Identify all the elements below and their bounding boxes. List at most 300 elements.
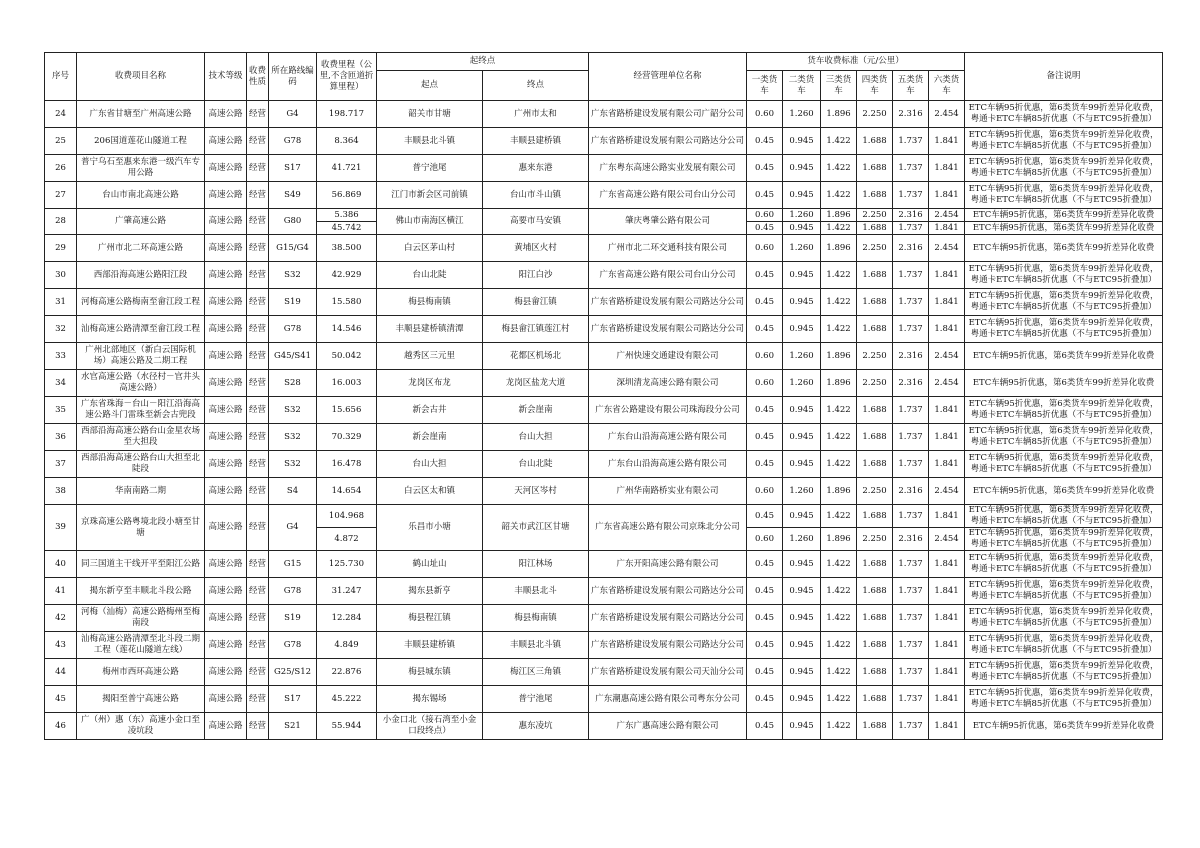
row-rate-class-5: 2.316 (893, 478, 929, 505)
row-mileage: 15.580 (317, 289, 377, 316)
table-row (45, 235, 1163, 262)
row-rate-class-5: 2.316 (893, 235, 929, 262)
row-route: G78 (269, 578, 317, 605)
row-rate-class-6: 2.454 (929, 528, 965, 551)
row-rate-class-1: 0.45 (747, 551, 783, 578)
row-rate-class-6: 1.841 (929, 128, 965, 155)
row-start: 普宁池尾 (377, 155, 483, 182)
row-rate-class-6: 1.841 (929, 632, 965, 659)
row-start: 白云区茅山村 (377, 235, 483, 262)
row-remark: ETC车辆95折优惠，第6类货车99折差异化收费，粤通卡ETC车辆85折优惠（不与ETC95折叠加） (965, 632, 1163, 659)
row-start: 梅县城东镇 (377, 659, 483, 686)
row-rate-class-5: 2.316 (893, 370, 929, 397)
row-rate-class-4: 2.250 (857, 209, 893, 222)
row-grade: 高速公路 (205, 155, 247, 182)
row-rate-class-1: 0.45 (747, 632, 783, 659)
row-nature: 经营 (247, 659, 269, 686)
row-rate-class-2: 1.260 (783, 101, 821, 128)
row-end: 天河区岑村 (483, 478, 589, 505)
row-seq: 25 (45, 128, 77, 155)
row-end: 新会崖南 (483, 397, 589, 424)
row-rate-class-5: 1.737 (893, 451, 929, 478)
row-project-name: 河梅高速公路梅南至畲江段工程 (77, 289, 205, 316)
row-nature: 经营 (247, 343, 269, 370)
row-rate-class-6: 1.841 (929, 659, 965, 686)
row-rate-class-2: 1.260 (783, 528, 821, 551)
row-end: 阳江林场 (483, 551, 589, 578)
row-start: 龙岗区布龙 (377, 370, 483, 397)
row-remark: ETC车辆95折优惠，第6类货车99折差异化收费 (965, 235, 1163, 262)
row-rate-class-1: 0.45 (747, 505, 783, 528)
row-end: 梅江区三角镇 (483, 659, 589, 686)
row-rate-class-2: 0.945 (783, 686, 821, 713)
row-start: 揭东锡场 (377, 686, 483, 713)
row-rate-class-3: 1.896 (821, 209, 857, 222)
row-remark: ETC车辆95折优惠，第6类货车99折差异化收费，粤通卡ETC车辆85折优惠（不与ETC95折叠加） (965, 316, 1163, 343)
row-mileage: 5.386 (317, 209, 377, 222)
row-rate-class-3: 1.422 (821, 182, 857, 209)
row-project-name: 广州北部地区（新白云国际机场）高速公路及二期工程 (77, 343, 205, 370)
row-mileage: 45.742 (317, 222, 377, 235)
row-rate-class-5: 2.316 (893, 101, 929, 128)
row-rate-class-2: 0.945 (783, 316, 821, 343)
row-end: 台山市斗山镇 (483, 182, 589, 209)
row-project-name: 西部沿海高速公路阳江段 (77, 262, 205, 289)
row-nature: 经营 (247, 155, 269, 182)
row-end: 梅县梅南镇 (483, 605, 589, 632)
row-rate-class-1: 0.45 (747, 262, 783, 289)
row-rate-class-3: 1.422 (821, 397, 857, 424)
row-end: 台山大担 (483, 424, 589, 451)
row-remark: ETC车辆95折优惠，第6类货车99折差异化收费，粤通卡ETC车辆85折优惠（不与ETC95折叠加） (965, 659, 1163, 686)
row-rate-class-5: 1.737 (893, 659, 929, 686)
row-project-name: 京珠高速公路粤境北段小塘至甘塘 (77, 505, 205, 551)
row-start: 新会崖南 (377, 424, 483, 451)
header-remarks: 备注说明 (965, 53, 1163, 101)
row-rate-class-2: 1.260 (783, 235, 821, 262)
row-project-name: 台山市南北高速公路 (77, 182, 205, 209)
table-row (45, 370, 1163, 397)
row-operator: 广东潮惠高速公路有限公司粤东分公司 (589, 686, 747, 713)
row-nature: 经营 (247, 632, 269, 659)
row-project-name: 揭东新亨至丰顺北斗段公路 (77, 578, 205, 605)
row-mileage: 14.654 (317, 478, 377, 505)
table-header (45, 53, 1163, 101)
row-rate-class-6: 2.454 (929, 370, 965, 397)
table-row (45, 155, 1163, 182)
table-row (45, 424, 1163, 451)
row-rate-class-3: 1.896 (821, 235, 857, 262)
row-operator: 肇庆粤肇公路有限公司 (589, 209, 747, 235)
row-operator: 广东台山沿海高速公路有限公司 (589, 424, 747, 451)
row-rate-class-6: 1.841 (929, 182, 965, 209)
row-remark: ETC车辆95折优惠，第6类货车99折差异化收费，粤通卡ETC车辆85折优惠（不与ETC95折叠加） (965, 397, 1163, 424)
row-rate-class-2: 0.945 (783, 289, 821, 316)
row-rate-class-3: 1.422 (821, 424, 857, 451)
row-remark: ETC车辆95折优惠，第6类货车99折差异化收费，粤通卡ETC车辆85折优惠（不与ETC95折叠加） (965, 528, 1163, 551)
row-mileage: 55.944 (317, 713, 377, 740)
row-mileage: 4.872 (317, 528, 377, 551)
header-endpoints: 起终点 (377, 53, 589, 71)
row-end: 惠东凌坑 (483, 713, 589, 740)
row-project-name: 广肇高速公路 (77, 209, 205, 235)
row-nature: 经营 (247, 424, 269, 451)
row-project-name: 206国道莲花山隧道工程 (77, 128, 205, 155)
row-rate-class-4: 1.688 (857, 551, 893, 578)
row-project-name: 水官高速公路（水径村－官井头高速公路） (77, 370, 205, 397)
row-remark: ETC车辆95折优惠，第6类货车99折差异化收费，粤通卡ETC车辆85折优惠（不与ETC95折叠加） (965, 262, 1163, 289)
row-rate-class-2: 0.945 (783, 182, 821, 209)
table-row (45, 505, 1163, 528)
row-project-name: 广（州）惠（东）高速小金口至凌坑段 (77, 713, 205, 740)
row-rate-class-4: 1.688 (857, 505, 893, 528)
row-start: 越秀区三元里 (377, 343, 483, 370)
row-rate-class-4: 2.250 (857, 101, 893, 128)
row-rate-class-5: 1.737 (893, 182, 929, 209)
row-operator: 广东省路桥建设发展有限公司天汕分公司 (589, 659, 747, 686)
row-end: 龙岗区盐龙大道 (483, 370, 589, 397)
row-route: S17 (269, 686, 317, 713)
row-rate-class-2: 0.945 (783, 128, 821, 155)
row-end: 广州市太和 (483, 101, 589, 128)
row-rate-class-6: 1.841 (929, 578, 965, 605)
row-nature: 经营 (247, 478, 269, 505)
row-nature: 经营 (247, 686, 269, 713)
row-start: 小金口北（接石湾至小金口段终点） (377, 713, 483, 740)
row-grade: 高速公路 (205, 128, 247, 155)
row-rate-class-3: 1.422 (821, 155, 857, 182)
row-rate-class-2: 1.260 (783, 370, 821, 397)
row-route: S32 (269, 262, 317, 289)
row-rate-class-6: 2.454 (929, 235, 965, 262)
row-rate-class-3: 1.896 (821, 478, 857, 505)
row-rate-class-6: 1.841 (929, 713, 965, 740)
row-start: 丰顺县北斗镇 (377, 128, 483, 155)
row-rate-class-4: 1.688 (857, 632, 893, 659)
row-rate-class-1: 0.60 (747, 370, 783, 397)
row-grade: 高速公路 (205, 505, 247, 551)
row-end: 黄埔区火村 (483, 235, 589, 262)
row-rate-class-3: 1.422 (821, 578, 857, 605)
row-remark: ETC车辆95折优惠，第6类货车99折差异化收费，粤通卡ETC车辆85折优惠（不与ETC95折叠加） (965, 605, 1163, 632)
row-grade: 高速公路 (205, 659, 247, 686)
table-row (45, 551, 1163, 578)
row-grade: 高速公路 (205, 235, 247, 262)
row-route: G78 (269, 632, 317, 659)
row-grade: 高速公路 (205, 605, 247, 632)
row-rate-class-1: 0.60 (747, 343, 783, 370)
row-start: 揭东县新亨 (377, 578, 483, 605)
row-rate-class-1: 0.45 (747, 713, 783, 740)
row-project-name: 汕梅高速公路清潭至北斗段二期工程（莲花山隧道左线） (77, 632, 205, 659)
row-start: 丰顺县建桥镇清潭 (377, 316, 483, 343)
row-route: S49 (269, 182, 317, 209)
row-rate-class-3: 1.422 (821, 128, 857, 155)
row-route: S4 (269, 478, 317, 505)
row-mileage: 198.717 (317, 101, 377, 128)
row-rate-class-2: 0.945 (783, 551, 821, 578)
row-grade: 高速公路 (205, 343, 247, 370)
row-remark: ETC车辆95折优惠，第6类货车99折差异化收费，粤通卡ETC车辆85折优惠（不与ETC95折叠加） (965, 578, 1163, 605)
row-grade: 高速公路 (205, 182, 247, 209)
row-rate-class-5: 2.316 (893, 528, 929, 551)
row-rate-class-6: 1.841 (929, 222, 965, 235)
row-rate-class-4: 1.688 (857, 289, 893, 316)
row-rate-class-6: 2.454 (929, 478, 965, 505)
row-rate-class-4: 1.688 (857, 578, 893, 605)
row-route: G4 (269, 101, 317, 128)
row-rate-class-5: 1.737 (893, 551, 929, 578)
row-rate-class-4: 1.688 (857, 182, 893, 209)
row-rate-class-1: 0.60 (747, 478, 783, 505)
row-mileage: 31.247 (317, 578, 377, 605)
header-rate-class-6: 六类货车 (929, 71, 965, 101)
row-end: 丰顺县建桥镇 (483, 128, 589, 155)
row-mileage: 15.656 (317, 397, 377, 424)
row-mileage: 16.003 (317, 370, 377, 397)
header-rate-class-1: 一类货车 (747, 71, 783, 101)
row-rate-class-1: 0.45 (747, 686, 783, 713)
row-project-name: 汕梅高速公路清潭至畲江段工程 (77, 316, 205, 343)
row-remark: ETC车辆95折优惠，第6类货车99折差异化收费，粤通卡ETC车辆85折优惠（不与ETC95折叠加） (965, 289, 1163, 316)
row-end: 梅县畲江镇莲江村 (483, 316, 589, 343)
row-rate-class-4: 2.250 (857, 343, 893, 370)
row-rate-class-4: 1.688 (857, 155, 893, 182)
table-row (45, 397, 1163, 424)
row-end: 台山北陡 (483, 451, 589, 478)
table-row (45, 343, 1163, 370)
row-route: G78 (269, 128, 317, 155)
row-remark: ETC车辆95折优惠，第6类货车99折差异化收费，粤通卡ETC车辆85折优惠（不与ETC95折叠加） (965, 424, 1163, 451)
row-mileage: 70.329 (317, 424, 377, 451)
row-remark: ETC车辆95折优惠，第6类货车99折差异化收费，粤通卡ETC车辆85折优惠（不与ETC95折叠加） (965, 182, 1163, 209)
row-seq: 24 (45, 101, 77, 128)
row-start: 江门市新会区司前镇 (377, 182, 483, 209)
row-route: S32 (269, 451, 317, 478)
row-rate-class-5: 1.737 (893, 316, 929, 343)
table-row (45, 451, 1163, 478)
row-grade: 高速公路 (205, 713, 247, 740)
row-operator: 广东省路桥建设发展有限公司路达分公司 (589, 632, 747, 659)
row-route: S21 (269, 713, 317, 740)
row-rate-class-1: 0.60 (747, 528, 783, 551)
row-route: G25/S12 (269, 659, 317, 686)
row-route: G78 (269, 316, 317, 343)
row-remark: ETC车辆95折优惠，第6类货车99折差异化收费 (965, 478, 1163, 505)
row-route: S17 (269, 155, 317, 182)
row-rate-class-2: 0.945 (783, 397, 821, 424)
row-rate-class-1: 0.60 (747, 209, 783, 222)
row-remark: ETC车辆95折优惠，第6类货车99折差异化收费 (965, 343, 1163, 370)
row-nature: 经营 (247, 182, 269, 209)
row-operator: 广东省路桥建设发展有限公司路达分公司 (589, 316, 747, 343)
row-rate-class-2: 1.260 (783, 209, 821, 222)
row-rate-class-1: 0.45 (747, 659, 783, 686)
row-project-name: 广州市北二环高速公路 (77, 235, 205, 262)
row-rate-class-5: 2.316 (893, 343, 929, 370)
row-remark: ETC车辆95折优惠，第6类货车99折差异化收费，粤通卡ETC车辆85折优惠（不与ETC95折叠加） (965, 551, 1163, 578)
row-nature: 经营 (247, 397, 269, 424)
table-row (45, 262, 1163, 289)
row-nature: 经营 (247, 101, 269, 128)
row-start: 台山北陡 (377, 262, 483, 289)
row-rate-class-4: 2.250 (857, 235, 893, 262)
row-mileage: 50.042 (317, 343, 377, 370)
row-nature: 经营 (247, 289, 269, 316)
row-remark: ETC车辆95折优惠，第6类货车99折差异化收费，粤通卡ETC车辆85折优惠（不与ETC95折叠加） (965, 101, 1163, 128)
row-route: G45/S41 (269, 343, 317, 370)
row-route: S32 (269, 424, 317, 451)
header-mileage: 收费里程（公里,不含匝道折算里程） (317, 53, 377, 101)
row-rate-class-2: 0.945 (783, 505, 821, 528)
row-rate-class-2: 0.945 (783, 262, 821, 289)
row-seq: 39 (45, 505, 77, 551)
row-rate-class-5: 1.737 (893, 424, 929, 451)
row-operator: 广州快速交通建设有限公司 (589, 343, 747, 370)
table-row (45, 659, 1163, 686)
row-rate-class-1: 0.45 (747, 605, 783, 632)
row-nature: 经营 (247, 370, 269, 397)
row-rate-class-4: 2.250 (857, 528, 893, 551)
row-seq: 37 (45, 451, 77, 478)
row-route: G4 (269, 505, 317, 551)
row-start: 丰顺县建桥镇 (377, 632, 483, 659)
row-nature: 经营 (247, 578, 269, 605)
row-rate-class-1: 0.60 (747, 101, 783, 128)
row-grade: 高速公路 (205, 478, 247, 505)
row-rate-class-1: 0.45 (747, 424, 783, 451)
row-rate-class-1: 0.45 (747, 155, 783, 182)
row-grade: 高速公路 (205, 397, 247, 424)
row-grade: 高速公路 (205, 101, 247, 128)
row-rate-class-5: 2.316 (893, 209, 929, 222)
row-project-name: 揭阳至普宁高速公路 (77, 686, 205, 713)
row-grade: 高速公路 (205, 632, 247, 659)
row-rate-class-3: 1.422 (821, 632, 857, 659)
row-route: S32 (269, 397, 317, 424)
row-operator: 广东省路桥建设发展有限公司路达分公司 (589, 128, 747, 155)
row-seq: 43 (45, 632, 77, 659)
row-rate-class-2: 0.945 (783, 632, 821, 659)
row-end: 丰顺县北斗 (483, 578, 589, 605)
row-operator: 深圳清龙高速公路有限公司 (589, 370, 747, 397)
table-row (45, 316, 1163, 343)
row-project-name: 同三国道主干线开平至阳江公路 (77, 551, 205, 578)
table-row (45, 128, 1163, 155)
row-end: 阳江白沙 (483, 262, 589, 289)
row-operator: 广州华南路桥实业有限公司 (589, 478, 747, 505)
row-rate-class-2: 1.260 (783, 343, 821, 370)
row-rate-class-2: 1.260 (783, 478, 821, 505)
row-start: 梅县程江镇 (377, 605, 483, 632)
row-rate-class-1: 0.45 (747, 289, 783, 316)
row-seq: 42 (45, 605, 77, 632)
row-route: S19 (269, 289, 317, 316)
row-end: 梅县畲江镇 (483, 289, 589, 316)
row-rate-class-5: 1.737 (893, 713, 929, 740)
row-start: 新会古井 (377, 397, 483, 424)
header-end: 终点 (483, 71, 589, 101)
row-grade: 高速公路 (205, 686, 247, 713)
row-nature: 经营 (247, 713, 269, 740)
table-row (45, 632, 1163, 659)
row-project-name: 华南南路二期 (77, 478, 205, 505)
row-nature: 经营 (247, 262, 269, 289)
row-rate-class-4: 1.688 (857, 451, 893, 478)
row-rate-class-4: 1.688 (857, 605, 893, 632)
row-rate-class-4: 2.250 (857, 370, 893, 397)
row-remark: ETC车辆95折优惠，第6类货车99折差异化收费，粤通卡ETC车辆85折优惠（不与ETC95折叠加） (965, 451, 1163, 478)
row-rate-class-3: 1.422 (821, 222, 857, 235)
row-rate-class-2: 0.945 (783, 578, 821, 605)
row-mileage: 8.364 (317, 128, 377, 155)
row-rate-class-2: 0.945 (783, 222, 821, 235)
row-nature: 经营 (247, 235, 269, 262)
row-rate-class-1: 0.45 (747, 397, 783, 424)
row-operator: 广东开阳高速公路有限公司 (589, 551, 747, 578)
header-rate-class-5: 五类货车 (893, 71, 929, 101)
row-seq: 46 (45, 713, 77, 740)
row-rate-class-4: 1.688 (857, 222, 893, 235)
header-operator: 经营管理单位名称 (589, 53, 747, 101)
row-rate-class-4: 1.688 (857, 397, 893, 424)
row-rate-class-6: 1.841 (929, 155, 965, 182)
row-seq: 35 (45, 397, 77, 424)
row-rate-class-2: 0.945 (783, 605, 821, 632)
row-mileage: 16.478 (317, 451, 377, 478)
table-row (45, 478, 1163, 505)
row-operator: 广东省路桥建设发展有限公司路达分公司 (589, 578, 747, 605)
row-rate-class-5: 1.737 (893, 289, 929, 316)
row-seq: 32 (45, 316, 77, 343)
row-project-name: 梅州市西环高速公路 (77, 659, 205, 686)
row-route: G15 (269, 551, 317, 578)
row-rate-class-5: 1.737 (893, 686, 929, 713)
row-end: 韶关市武江区甘塘 (483, 505, 589, 551)
row-rate-class-6: 1.841 (929, 289, 965, 316)
row-rate-class-1: 0.45 (747, 128, 783, 155)
row-nature: 经营 (247, 551, 269, 578)
row-mileage: 12.284 (317, 605, 377, 632)
row-mileage: 42.929 (317, 262, 377, 289)
row-rate-class-6: 1.841 (929, 686, 965, 713)
row-rate-class-3: 1.422 (821, 713, 857, 740)
header-project: 收费项目名称 (77, 53, 205, 101)
row-nature: 经营 (247, 505, 269, 551)
row-rate-class-1: 0.45 (747, 182, 783, 209)
row-rate-class-1: 0.45 (747, 451, 783, 478)
row-start: 白云区太和镇 (377, 478, 483, 505)
row-grade: 高速公路 (205, 551, 247, 578)
row-project-name: 普宁乌石至惠来东港一级汽车专用公路 (77, 155, 205, 182)
row-mileage: 125.730 (317, 551, 377, 578)
row-seq: 44 (45, 659, 77, 686)
row-grade: 高速公路 (205, 262, 247, 289)
row-rate-class-1: 0.45 (747, 316, 783, 343)
row-rate-class-2: 0.945 (783, 451, 821, 478)
row-rate-class-5: 1.737 (893, 155, 929, 182)
row-rate-class-5: 1.737 (893, 262, 929, 289)
row-end: 丰顺县北斗镇 (483, 632, 589, 659)
row-remark: ETC车辆95折优惠，第6类货车99折差异化收费，粤通卡ETC车辆85折优惠（不与ETC95折叠加） (965, 686, 1163, 713)
row-rate-class-3: 1.896 (821, 343, 857, 370)
row-rate-class-3: 1.896 (821, 528, 857, 551)
row-rate-class-3: 1.422 (821, 262, 857, 289)
row-nature: 经营 (247, 451, 269, 478)
row-mileage: 104.968 (317, 505, 377, 528)
row-mileage: 45.222 (317, 686, 377, 713)
row-seq: 45 (45, 686, 77, 713)
